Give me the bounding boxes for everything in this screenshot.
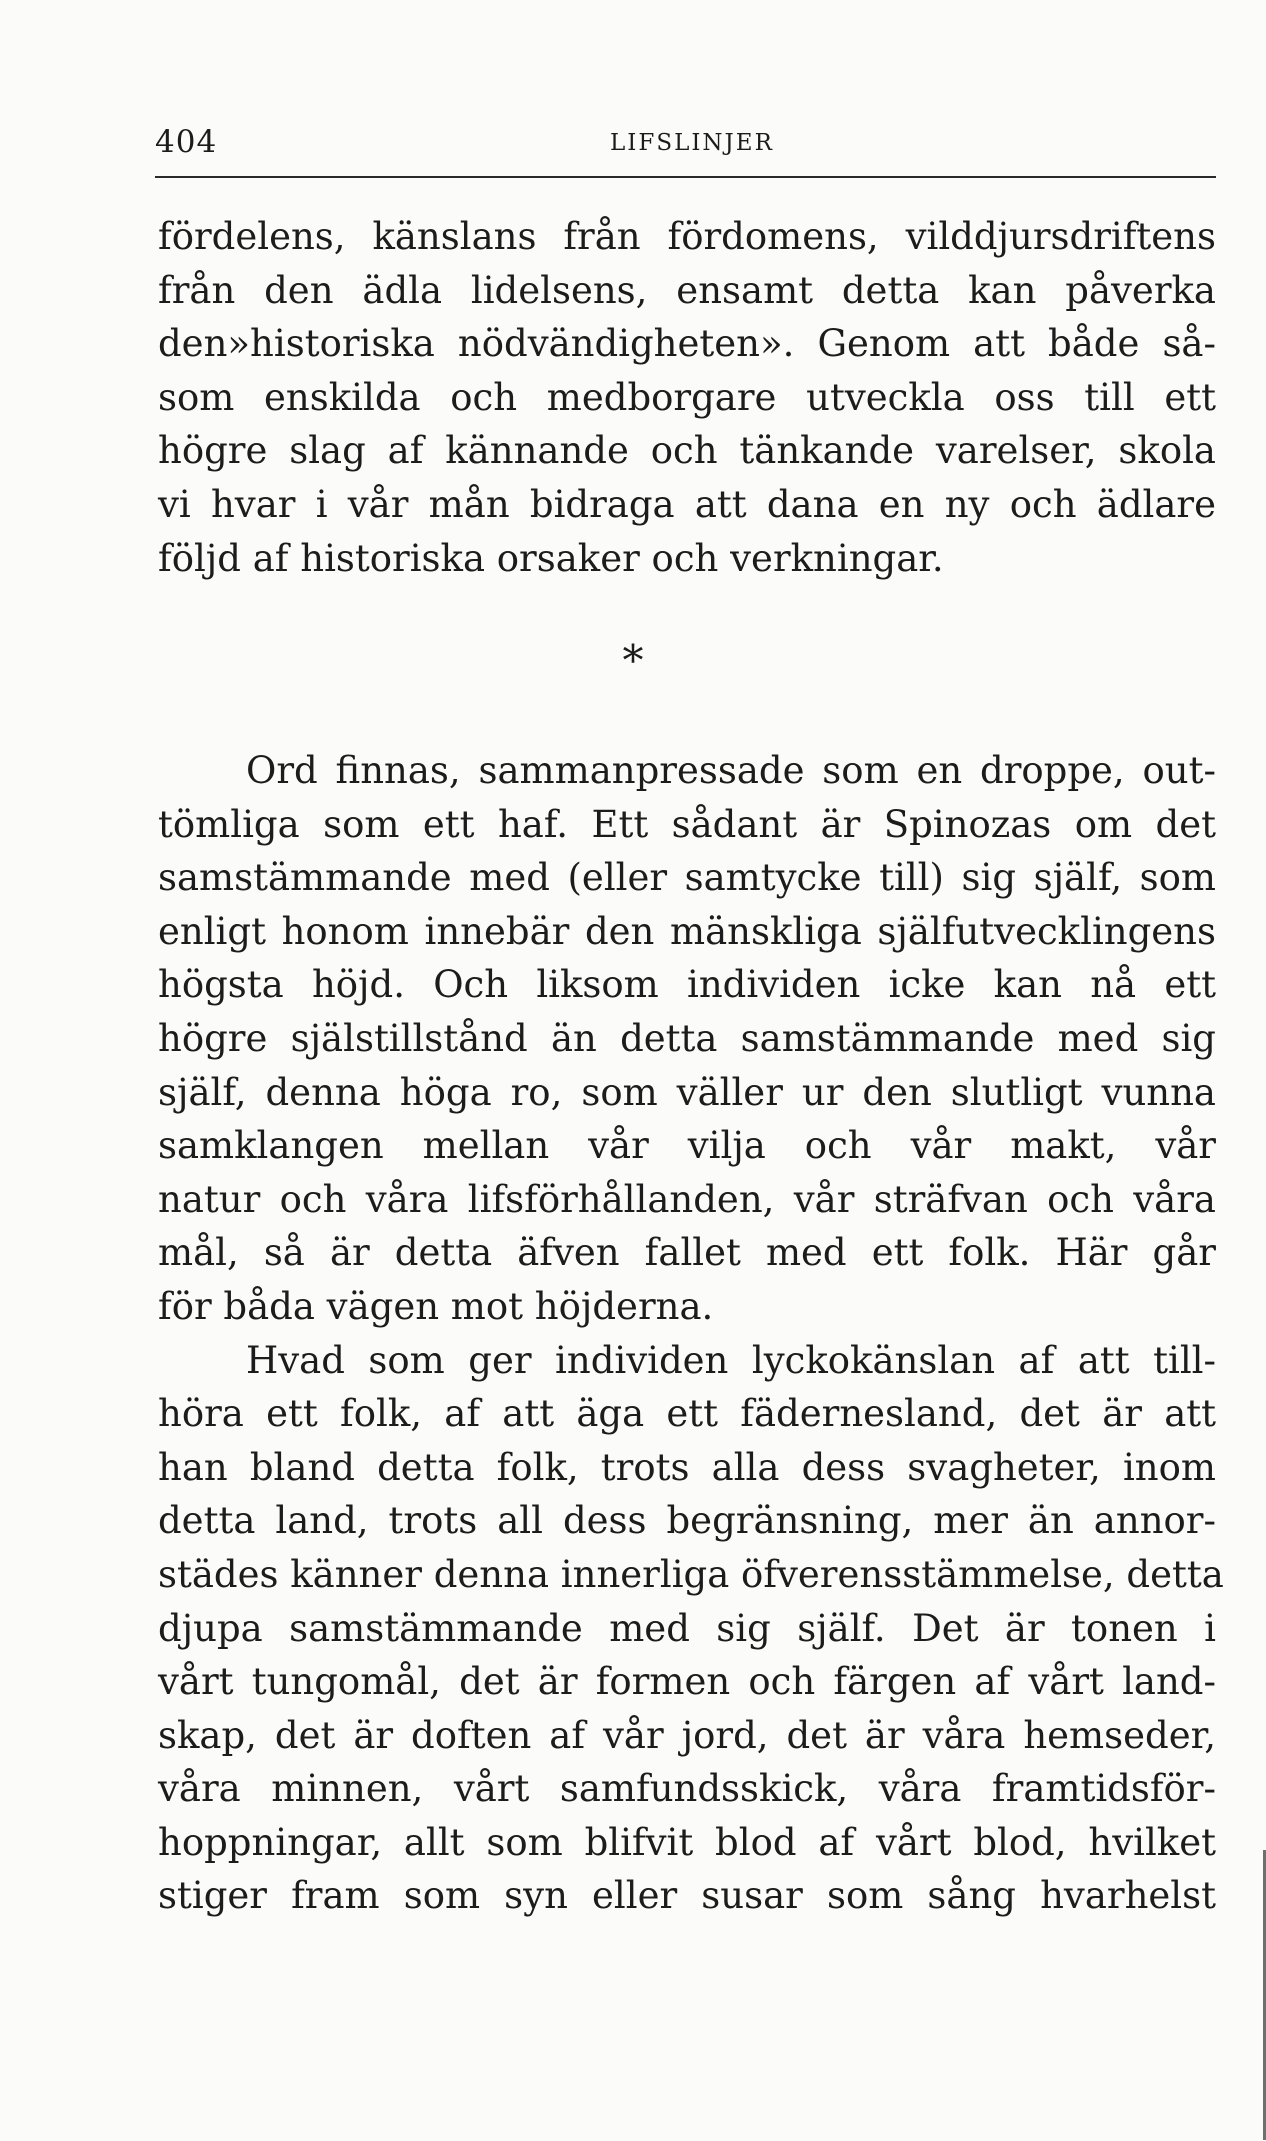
text-line: mål, så är detta äfven fallet med ett folk. Här går [158, 1231, 1216, 1275]
header-rule [155, 176, 1216, 178]
text-line: den»historiska nödvändigheten». Genom att både så- [158, 322, 1216, 366]
text-line: samstämmande med (eller samtycke till) sig själf, som [158, 856, 1216, 900]
text-line: hoppningar, allt som blifvit blod af vårt blod, hvilket [158, 1820, 1216, 1864]
text-line: själf, denna höga ro, som väller ur den slutligt vunna [158, 1070, 1216, 1114]
body-text [158, 744, 1224, 1923]
text-line: högsta höjd. Och liksom individen icke kan nå ett [158, 963, 1216, 1007]
running-title: LIFSLINJER [610, 130, 774, 156]
paragraph-2 [158, 744, 1216, 1334]
text-line: vi hvar i vår mån bidraga att dana en ny och ädlare [158, 482, 1216, 526]
text-line: stiger fram som syn eller susar som sång hvarhelst [158, 1874, 1216, 1918]
text-line: Ord finnas, sammanpressade som en droppe, out- [246, 749, 1216, 792]
text-line: samklangen mellan vår vilja och vår makt, vår [158, 1124, 1216, 1168]
text-line: högre själstillstånd än detta samstämmande med sig [158, 1016, 1216, 1060]
text-line: högre slag af kännande och tänkande varelser, skola [158, 429, 1216, 473]
page-number: 404 [155, 124, 218, 160]
text-line: enligt honom innebär den mänskliga själfutvecklingens [158, 909, 1216, 953]
text-line: djupa samstämmande med sig själf. Det är tonen i [158, 1606, 1216, 1650]
text-line: han bland detta folk, trots alla dess svagheter, inom [158, 1445, 1216, 1489]
text-line: från den ädla lidelsens, ensamt detta kan påverka [158, 268, 1216, 312]
text-line: våra minnen, vårt samfundsskick, våra framtidsför- [158, 1767, 1216, 1811]
text-line: skap, det är doften af vår jord, det är våra hemseder, [158, 1713, 1216, 1757]
paragraph-1 [158, 210, 1216, 585]
section-separator: * [622, 636, 644, 685]
text-line: höra ett folk, af att äga ett fädernesland, det är att [158, 1392, 1216, 1436]
text-line: för båda vägen mot höjderna. [158, 1284, 714, 1328]
page-header [155, 124, 1216, 164]
text-line: Hvad som ger individen lyckokänslan af att till- [246, 1338, 1216, 1382]
text-line: tömliga som ett haf. Ett sådant är Spinozas om det [158, 802, 1216, 846]
text-line: städes känner denna innerliga öfverensstämmelse, detta [158, 1552, 1224, 1596]
paragraph-3 [158, 1334, 1224, 1924]
text-line: natur och våra lifsförhållanden, vår sträfvan och våra [158, 1177, 1216, 1221]
text-line: som enskilda och medborgare utveckla oss till ett [158, 375, 1216, 419]
text-line: detta land, trots all dess begränsning, mer än annor- [158, 1499, 1216, 1543]
text-line: vårt tungomål, det är formen och färgen af vårt land- [158, 1660, 1216, 1704]
text-line: följd af historiska orsaker och verkningar. [158, 536, 944, 580]
text-line: fördelens, känslans från fördomens, vilddjursdriftens [158, 215, 1216, 258]
